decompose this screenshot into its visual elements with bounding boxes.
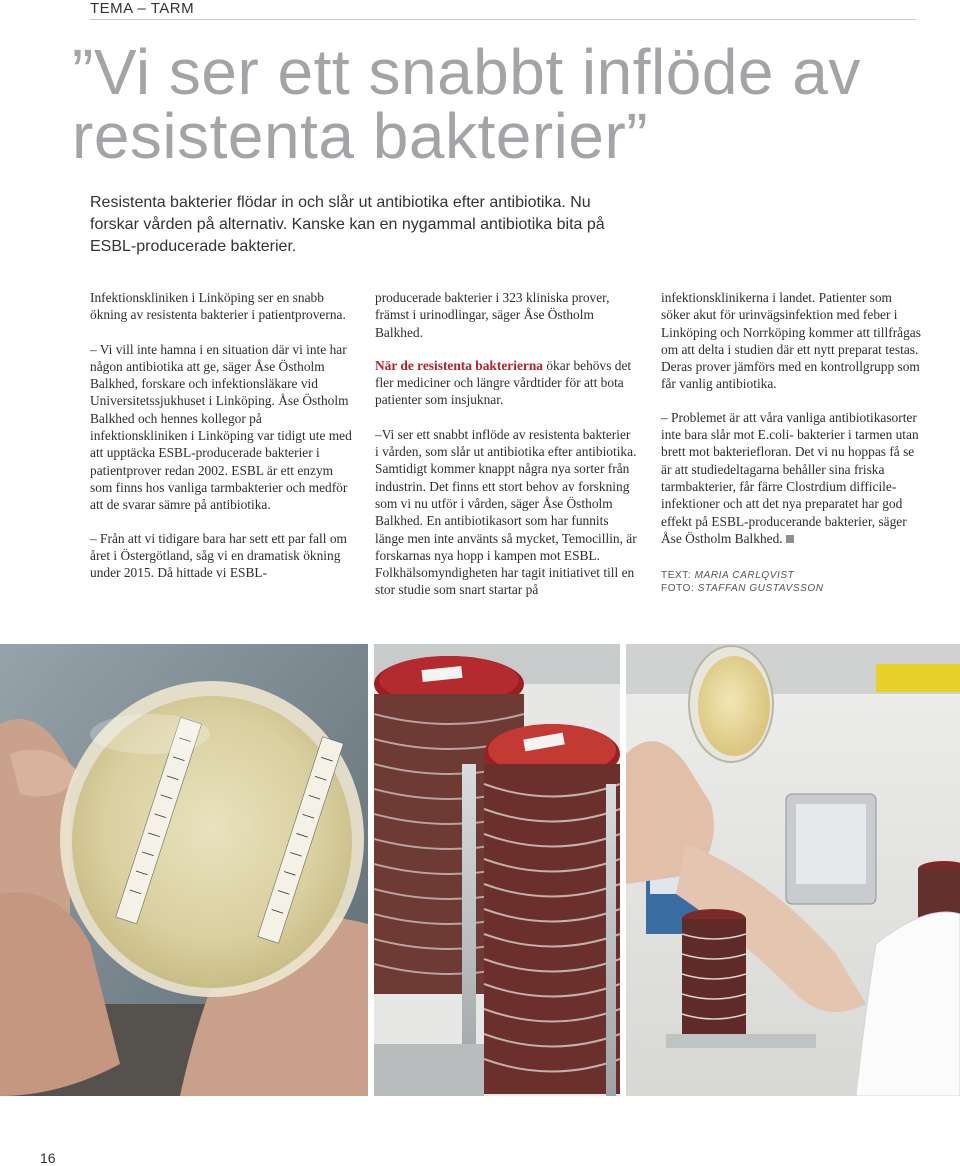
column-2-paragraph: –Vi ser ett snabbt inflöde av resistenta bakterier i vården, som slår ut antibiotika efter antibiotika. Samtidigt kommer knappt några nya sorter från industrin. Det finns ett stort behov av forskning som vi nu utför i vården, säger Åse Östholm Balkhed. En antibiotikasort som har funnits länge men inte använts så mycket, Temocillin, är forskarnas nya hopp i kampen mot ESBL. Folkhälsomyndigheten har tagit initiativet till en stor studie som snart startar på (375, 426, 637, 598)
credit-photo-value: STAFFAN GUSTAVSSON (697, 583, 824, 595)
credit-photo-label: FOTO: (661, 583, 695, 595)
column-2-paragraph (375, 357, 637, 409)
column-1-paragraph: – Vi vill inte hamna i en situation där vi inte har någon antibiotika att ge, säger Åse Östholm Balkhed, forskare och infektionsläkare vid Universitetssjukhuset i Linköping. Åse Östholm Balkhed och hennes kollegor på infektionskliniken i Linköping var tidigt ute med att upptäcka ESBL-producerade bakterier i patientprover redan 2002. ESBL är ett enzym som finns hos vanliga tarmbakterier och medför att de svarar sämre på antibiotika. (90, 341, 352, 513)
photo-agar-plate-stacks (374, 644, 620, 1096)
credit-text-value: MARIA CARLQVIST (694, 570, 795, 582)
column-2-paragraph: producerade bakterier i 323 kliniska prover, främst i urinodlingar, säger Åse Östholm Balkhed. (375, 290, 610, 340)
credit-text (661, 569, 923, 582)
lead-paragraph: Resistenta bakterier flödar in och slår ut antibiotika efter antibiotika. Nu forskar vården på alternativ. Kanske kan en nygammal antibiotika bita på ESBL-producerade bakterier. (90, 194, 605, 255)
section-tag: TEMA – TARM (90, 0, 195, 17)
column-3-paragraph: infektionsklinikerna i landet. Patienter som söker akut för urinvägsinfektion med feber i Linköping och Norrköping kommer att tillfrågas om att delta i studien där ett nytt preparat testas. Deras prover jämförs med en kontrollgrupp som får vanlig antibiotika. (661, 290, 921, 392)
photo-petri-dish-hand (0, 644, 368, 1096)
agar-plate-stacks-illustration (374, 644, 620, 1096)
column-1-paragraph: Infektionskliniken i Linköping ser en snabb ökning av resistenta bakterier i patientproverna. (90, 290, 346, 323)
credit-photo (661, 582, 923, 595)
article-column-1 (90, 289, 352, 581)
column-3-text: – Problemet är att våra vanliga antibiotikasorter inte bara slår mot E.coli- bakterier i tarmen utan brett mot bakteriefloran. Det vi nu hoppas få se är att studiedeltagarna behåller sina friska tarmbakterier, får färre Clostrdium difficile-infektioner och att det nya preparatet har god effekt på ESBL-producerande bakterier, säger Åse Östholm Balkhed. (661, 409, 919, 546)
end-mark-icon (786, 535, 794, 543)
column-1-paragraph: – Från att vi tidigare bara har sett ett par fall om året i Östergötland, såg vi en dramatisk ökning under 2015. Då hittade vi ESBL- (90, 530, 347, 581)
page-number: 16 (40, 1150, 56, 1166)
lab-petri-dish-illustration (626, 644, 960, 1096)
top-rule (90, 19, 916, 20)
subhead: När de resistenta bakterierna (375, 357, 543, 373)
photo-lab-petri-dish (626, 644, 960, 1096)
credit-text-label: TEXT: (661, 570, 692, 582)
headline: ”Vi ser ett snabbt inflöde av resistenta bakterier” (72, 36, 861, 172)
article-column-2 (375, 289, 637, 599)
article-column-3 (661, 289, 923, 595)
subhead-continuation: ökar behövs det fler mediciner och längre vårdtider för att bota patienter som insjuknar. (375, 357, 632, 408)
column-3-paragraph (661, 409, 923, 547)
credits (661, 569, 923, 595)
petri-dish-hand-illustration (0, 644, 368, 1096)
